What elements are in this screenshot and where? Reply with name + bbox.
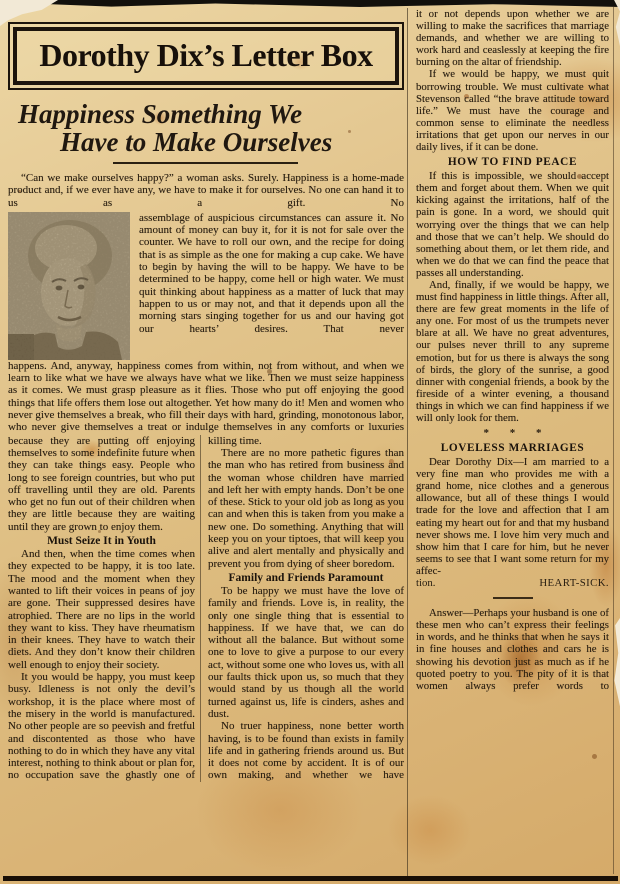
col2-paragraph-1: killing time. [208,434,262,447]
column-title: Dorothy Dix’s Letter Box [13,27,399,85]
torn-edge-right-top [613,0,620,64]
headline-line1: Happiness Something We [18,99,303,129]
column-3 [407,8,609,876]
col3-paragraph-4: And, finally, if we would be happy, we must find happiness in little things. After all, there are few great moments in the life of any one. For most of us the trumpets never blare at all. We have no great adventures, our pulses never thrill to any supreme emotion, but for us there is always the song of birds, the glory of the sunrise, a good dinner with congenial friends, a book by the fireside of a winter evening, a thousand things in which we can find happiness if we will only look for them. [416,278,609,424]
portrait-photo-image [8,212,130,360]
column-1 [8,435,200,782]
photo-row [8,212,404,360]
bottom-black-rule [3,876,618,881]
asterisk-separator: * * * [483,427,551,440]
answer-divider-rule [493,597,533,599]
col3-paragraph-3: If this is impossible, we should accept them and forget about them. When we quit kicking against the irritations, half of the pain is gone. In a word, we should quit worrying over the things that we can help and those that we can’t help. We should do something about them, or let them ride, and when we do that we can find the peace that passes all understanding. [416,170,609,279]
subheading-must-seize-it-in-youth: Must Seize It in Youth [47,535,156,548]
subheading-how-to-find-peace: HOW TO FIND PEACE [447,156,578,169]
intro-paragraph-beside-photo: assemblage of auspicious circumstances can assure it. No amount of money can buy it, for it is not for sale over the counter. We have to roll our own, and the recipe for doing that is as simple as the one for making a cup cake. We have to begin by having the will to be happy. We have to be determined to be happy, come hell or high water. We must quit thinking about happiness as a matter of luck that may happen to us or may not, and that it depends upon all the morning stars singing together for us and our having got our hearts’ desires. That never [139,211,404,335]
column-2 [200,435,404,782]
torn-edge-right-middle [613,618,620,710]
col3-paragraph-2: If we would be happy, we must quit borrowing trouble. We must cultivate what Stevenson called “the brave attitude toward life.” We must have the courage and common sense to eliminate the needless irritations that get upon our nerves in our daily lives, if it can be done. [416,68,609,154]
subheading-family-and-friends-paramount: Family and Friends Paramount [228,571,384,584]
two-column-section [8,435,404,782]
col2-paragraph-2: There are no more pathetic figures than the man who has retired from business and the woman whose children have married and left her with empty hands. Don’t be one of these. Stick to your old job as long as you can and when this is taken from you make a new one. Do something. Anything that will keep you on your tiptoes, that will keep you alive and alert mentally and physically and prevent you from dying of sheer boredom. [208,446,404,570]
headline [8,100,404,156]
intro-paragraph-lead: “Can we make ourselves happy?” a woman asks. Surely. Happiness is a home-made product and, if we ever have any, we have to make it for ourselves. No one can hand it to us as a gift. No [8,172,404,209]
letter-paragraph: Dear Dorothy Dix—I am married to a very fine man who provides me with a grand home, nice clothes and a generous allowance, but all of these things I would trade for the love and affection that I am eating my heart out for and that my husband never shows me. I love him very much and show him that I care for him, but he never seems to see that I want some return for my affec- [416,456,609,577]
answer-paragraph: Answer—Perhaps your husband is one of these men who can’t express their feelings in words, and he thinks that when he says it in fine houses and clothes and cars he is showing his devotion just as much as if he quoted poetry to you. The pity of it is that women always prefer words to [416,607,609,692]
dorothy-dix-portrait-photo [8,212,130,360]
col2-paragraph-3: To be happy we must have the love of family and friends. Love is, in reality, the only one single thing that is essential to happiness. If we have that, we can do without all the balance. But without some one to love to give a purpose to our every act, without some one who loves us, with all our faults thick upon us, so much that they would stand by us though all the world turned against us, life is cinders, ashes and dust. [208,584,404,720]
torn-edge-top [42,0,620,7]
main-columns-region [8,22,404,782]
letter-signature: HEART-SICK. [539,577,609,590]
col1-paragraph-3: It you would be happy, you must keep busy. Idleness is not only the devil’s workshop, it is the place where most of the misery in the world is manufactured. No other people are so peevish and fretful and discontented as those who have nothing to do in which they have any vital interest, nothing to think about or plan for, no occupation save the ghastly one of [8,671,195,782]
col3-paragraph-1: it or not depends upon whether we are willing to make the sacrifices that marriage demands, and whether we are willing to work hard and ceaslessly at keeping the fire burning on the altar of friendship. [416,8,609,69]
right-column-rule [613,6,614,874]
subheading-loveless-marriages: LOVELESS MARRIAGES [440,442,585,455]
masthead-box [8,22,404,90]
headline-line2: Have to Make Ourselves [60,127,333,157]
intro-paragraph-below-photo: happens. And, anyway, happiness comes from within, not from without, and when we learn to like what we have we always have what we like. Then we must seize happiness as it comes. We must grasp pleasure as it flies. Those who put off enjoying the good things that life offers them lose out altogether. Yet how many do it! Men and women who never give themselves a break, who fill their days with hard, grinding, monotonous labor, who never give themselves a treat or indulge themselves in any comforts or luxuries [8,359,404,434]
col1-paragraph-1: because they are putting off enjoying themselves to some indefinite future when they can take things easy. People who long to see foreign countries, but who put off travelling until they are old. Parents who get no fun out of their children when they are little because they are waiting until they are grown to enjoy them. [8,434,195,533]
letter-signature-line [416,577,609,589]
col2-paragraph-4: No truer happiness, none better worth having, is to be found than exists in family life and in gathering friends around us. But it does not come by accident. It is of our own making, and whether we have [208,720,404,782]
headline-rule [113,162,298,164]
col1-paragraph-2: And then, when the time comes when they expected to be happy, it is too late. The mood and the moment when they wanted to lift their voices in peans of joy are gone. Their suppressed desires have atrophied. There are no lips in the world they want to kiss. They have rheumatism in their knees. They have to watch their diets. And they don’t know their children well enough to enjoy their society. [8,548,195,671]
letter-carryover-word: tion. [416,577,436,590]
